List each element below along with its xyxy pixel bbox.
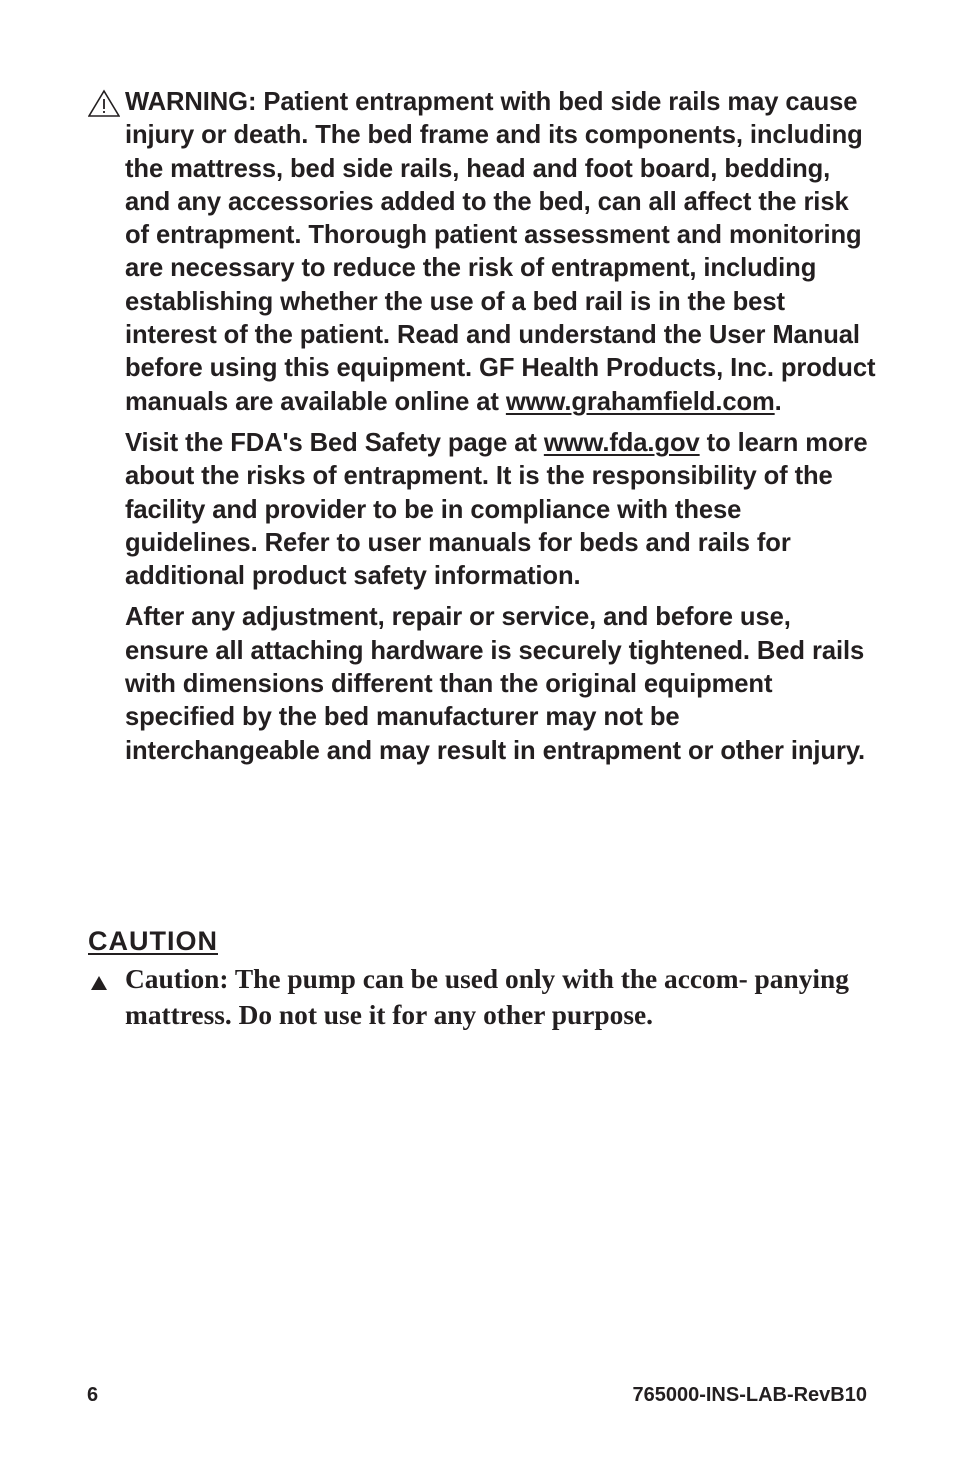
caution-text: Caution: The pump can be used only with the accom- panying mattress. Do not use it for any other purpose. xyxy=(125,964,849,1030)
warning-paragraph-2-start: Visit the FDA's Bed Safety page at xyxy=(125,428,544,457)
warning-paragraph-1-end: . xyxy=(774,387,782,416)
document-code: 765000-INS-LAB-RevB10 xyxy=(632,1384,867,1406)
caution-heading: CAUTION xyxy=(88,926,218,956)
warning-paragraph-2-end: to learn more about the risks of entrapment. It is the responsibility of the facility and provider to be in compliance with these guidelines. Refer to user manuals for beds and rails for additional product safety information. xyxy=(125,428,868,591)
warning-section xyxy=(88,86,878,776)
page-number: 6 xyxy=(87,1384,99,1406)
filled-triangle-icon xyxy=(90,975,108,991)
warning-triangle-icon xyxy=(88,89,120,117)
warning-paragraph-3: After any adjustment, repair or service, and before use, ensure all attaching hardware is securely tightened. Bed rails with dimensions different than the original equipment specified by the bed manufacturer may not be interchangeable and may result in entrapment or other injury. xyxy=(125,603,866,765)
warning-paragraph-1 xyxy=(125,86,878,419)
warning-paragraph-2 xyxy=(125,427,878,593)
grahamfield-link[interactable]: www.grahamfield.com xyxy=(505,387,775,416)
fda-link[interactable]: www.fda.gov xyxy=(543,428,700,457)
caution-section xyxy=(88,962,888,1033)
warning-paragraph-1-text: WARNING: Patient entrapment with bed side rails may cause injury or death. The bed frame and its components, including the mattress, bed side rails, head and foot board, bedding, and any accessories added to the bed, can all affect the risk of entrapment. Thorough patient assessment and monitoring are necessary to reduce the risk of entrapment, including establishing whether the use of a bed rail is in the best interest of the patient. Read and understand the User Manual before using this equipment. GF Health Products, Inc. product manuals are available online at xyxy=(125,88,876,416)
